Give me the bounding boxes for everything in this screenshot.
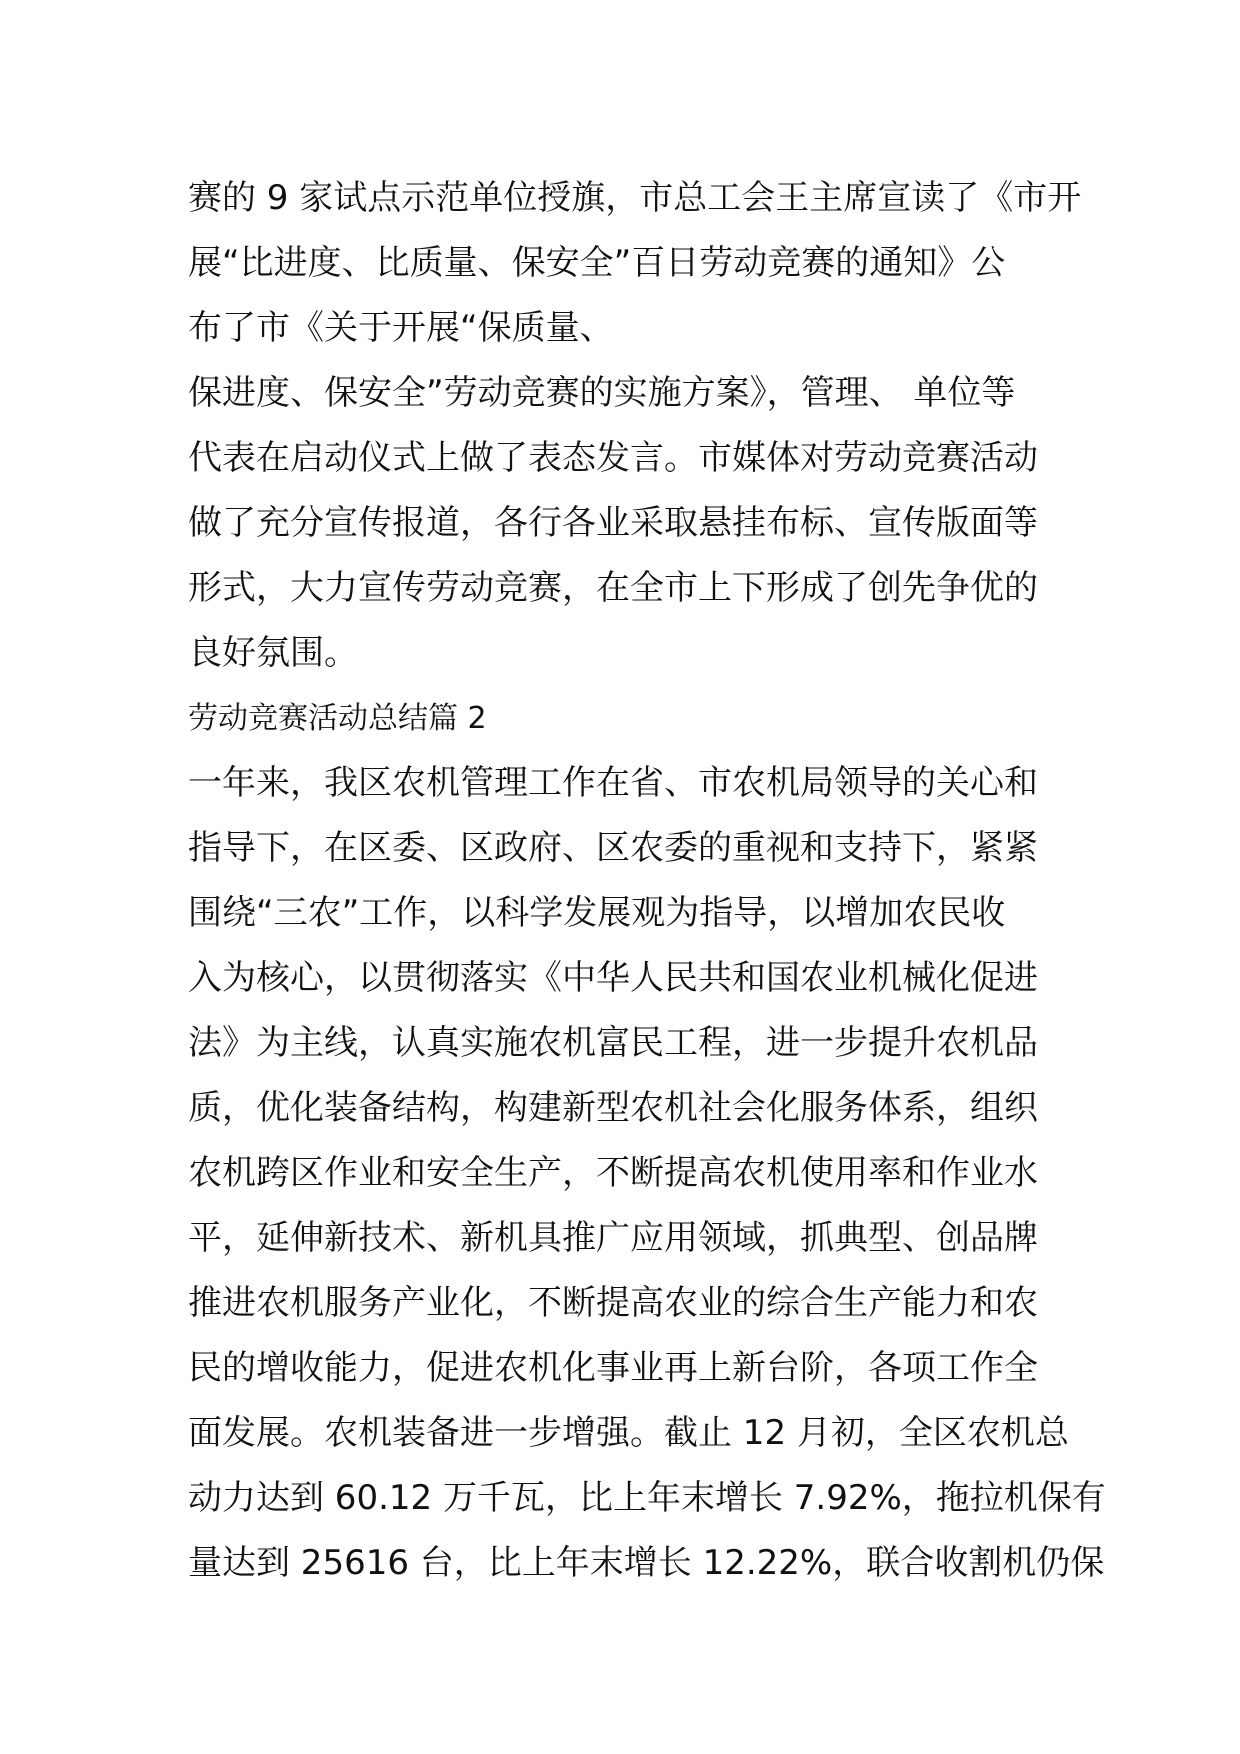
body-line: 指导下，在区委、区政府、区农委的重视和支持下，紧紧	[188, 828, 1038, 868]
body-line: 推进农机服务产业化，不断提高农业的综合生产能力和农	[188, 1283, 1038, 1323]
paragraph-line: 赛的 9 家试点示范单位授旗，市总工会王主席宣读了《市开	[188, 178, 1082, 218]
paragraph-line: 布了市《关于开展“保质量、	[188, 308, 614, 348]
paragraph-line: 保进度、保安全”劳动竞赛的实施方案》，管理、 单位等	[188, 373, 1016, 413]
paragraph-line: 代表在启动仪式上做了表态发言。市媒体对劳动竞赛活动	[188, 438, 1038, 478]
body-line: 平，延伸新技术、新机具推广应用领域，抓典型、创品牌	[188, 1218, 1038, 1258]
paragraph-line: 形式，大力宣传劳动竞赛，在全市上下形成了创先争优的	[188, 568, 1038, 608]
document-body	[188, 166, 1106, 1596]
paragraph-line: 展“比进度、比质量、保安全”百日劳动竞赛的通知》公	[188, 243, 1006, 283]
paragraph-line: 做了充分宣传报道，各行各业采取悬挂布标、宣传版面等	[188, 503, 1038, 543]
body-line: 围绕“三农”工作，以科学发展观为指导，以增加农民收	[188, 893, 1006, 933]
body-line: 入为核心，以贯彻落实《中华人民共和国农业机械化促进	[188, 958, 1038, 998]
body-line: 一年来，我区农机管理工作在省、市农机局领导的关心和	[188, 763, 1038, 803]
body-line: 面发展。农机装备进一步增强。截止 12 月初，全区农机总	[188, 1413, 1069, 1453]
body-line: 质，优化装备结构，构建新型农机社会化服务体系，组织	[188, 1088, 1038, 1128]
body-line: 动力达到 60.12 万千瓦，比上年末增长 7.92%，拖拉机保有	[188, 1478, 1106, 1518]
body-line: 量达到 25616 台，比上年末增长 12.22%，联合收割机仍保	[188, 1543, 1105, 1583]
section-title: 劳动竞赛活动总结篇 2	[188, 701, 487, 736]
body-line: 法》为主线，认真实施农机富民工程，进一步提升农机品	[188, 1023, 1038, 1063]
body-line: 农机跨区作业和安全生产，不断提高农机使用率和作业水	[188, 1153, 1038, 1193]
paragraph-line: 良好氛围。	[188, 633, 358, 673]
body-line: 民的增收能力，促进农机化事业再上新台阶，各项工作全	[188, 1348, 1038, 1388]
